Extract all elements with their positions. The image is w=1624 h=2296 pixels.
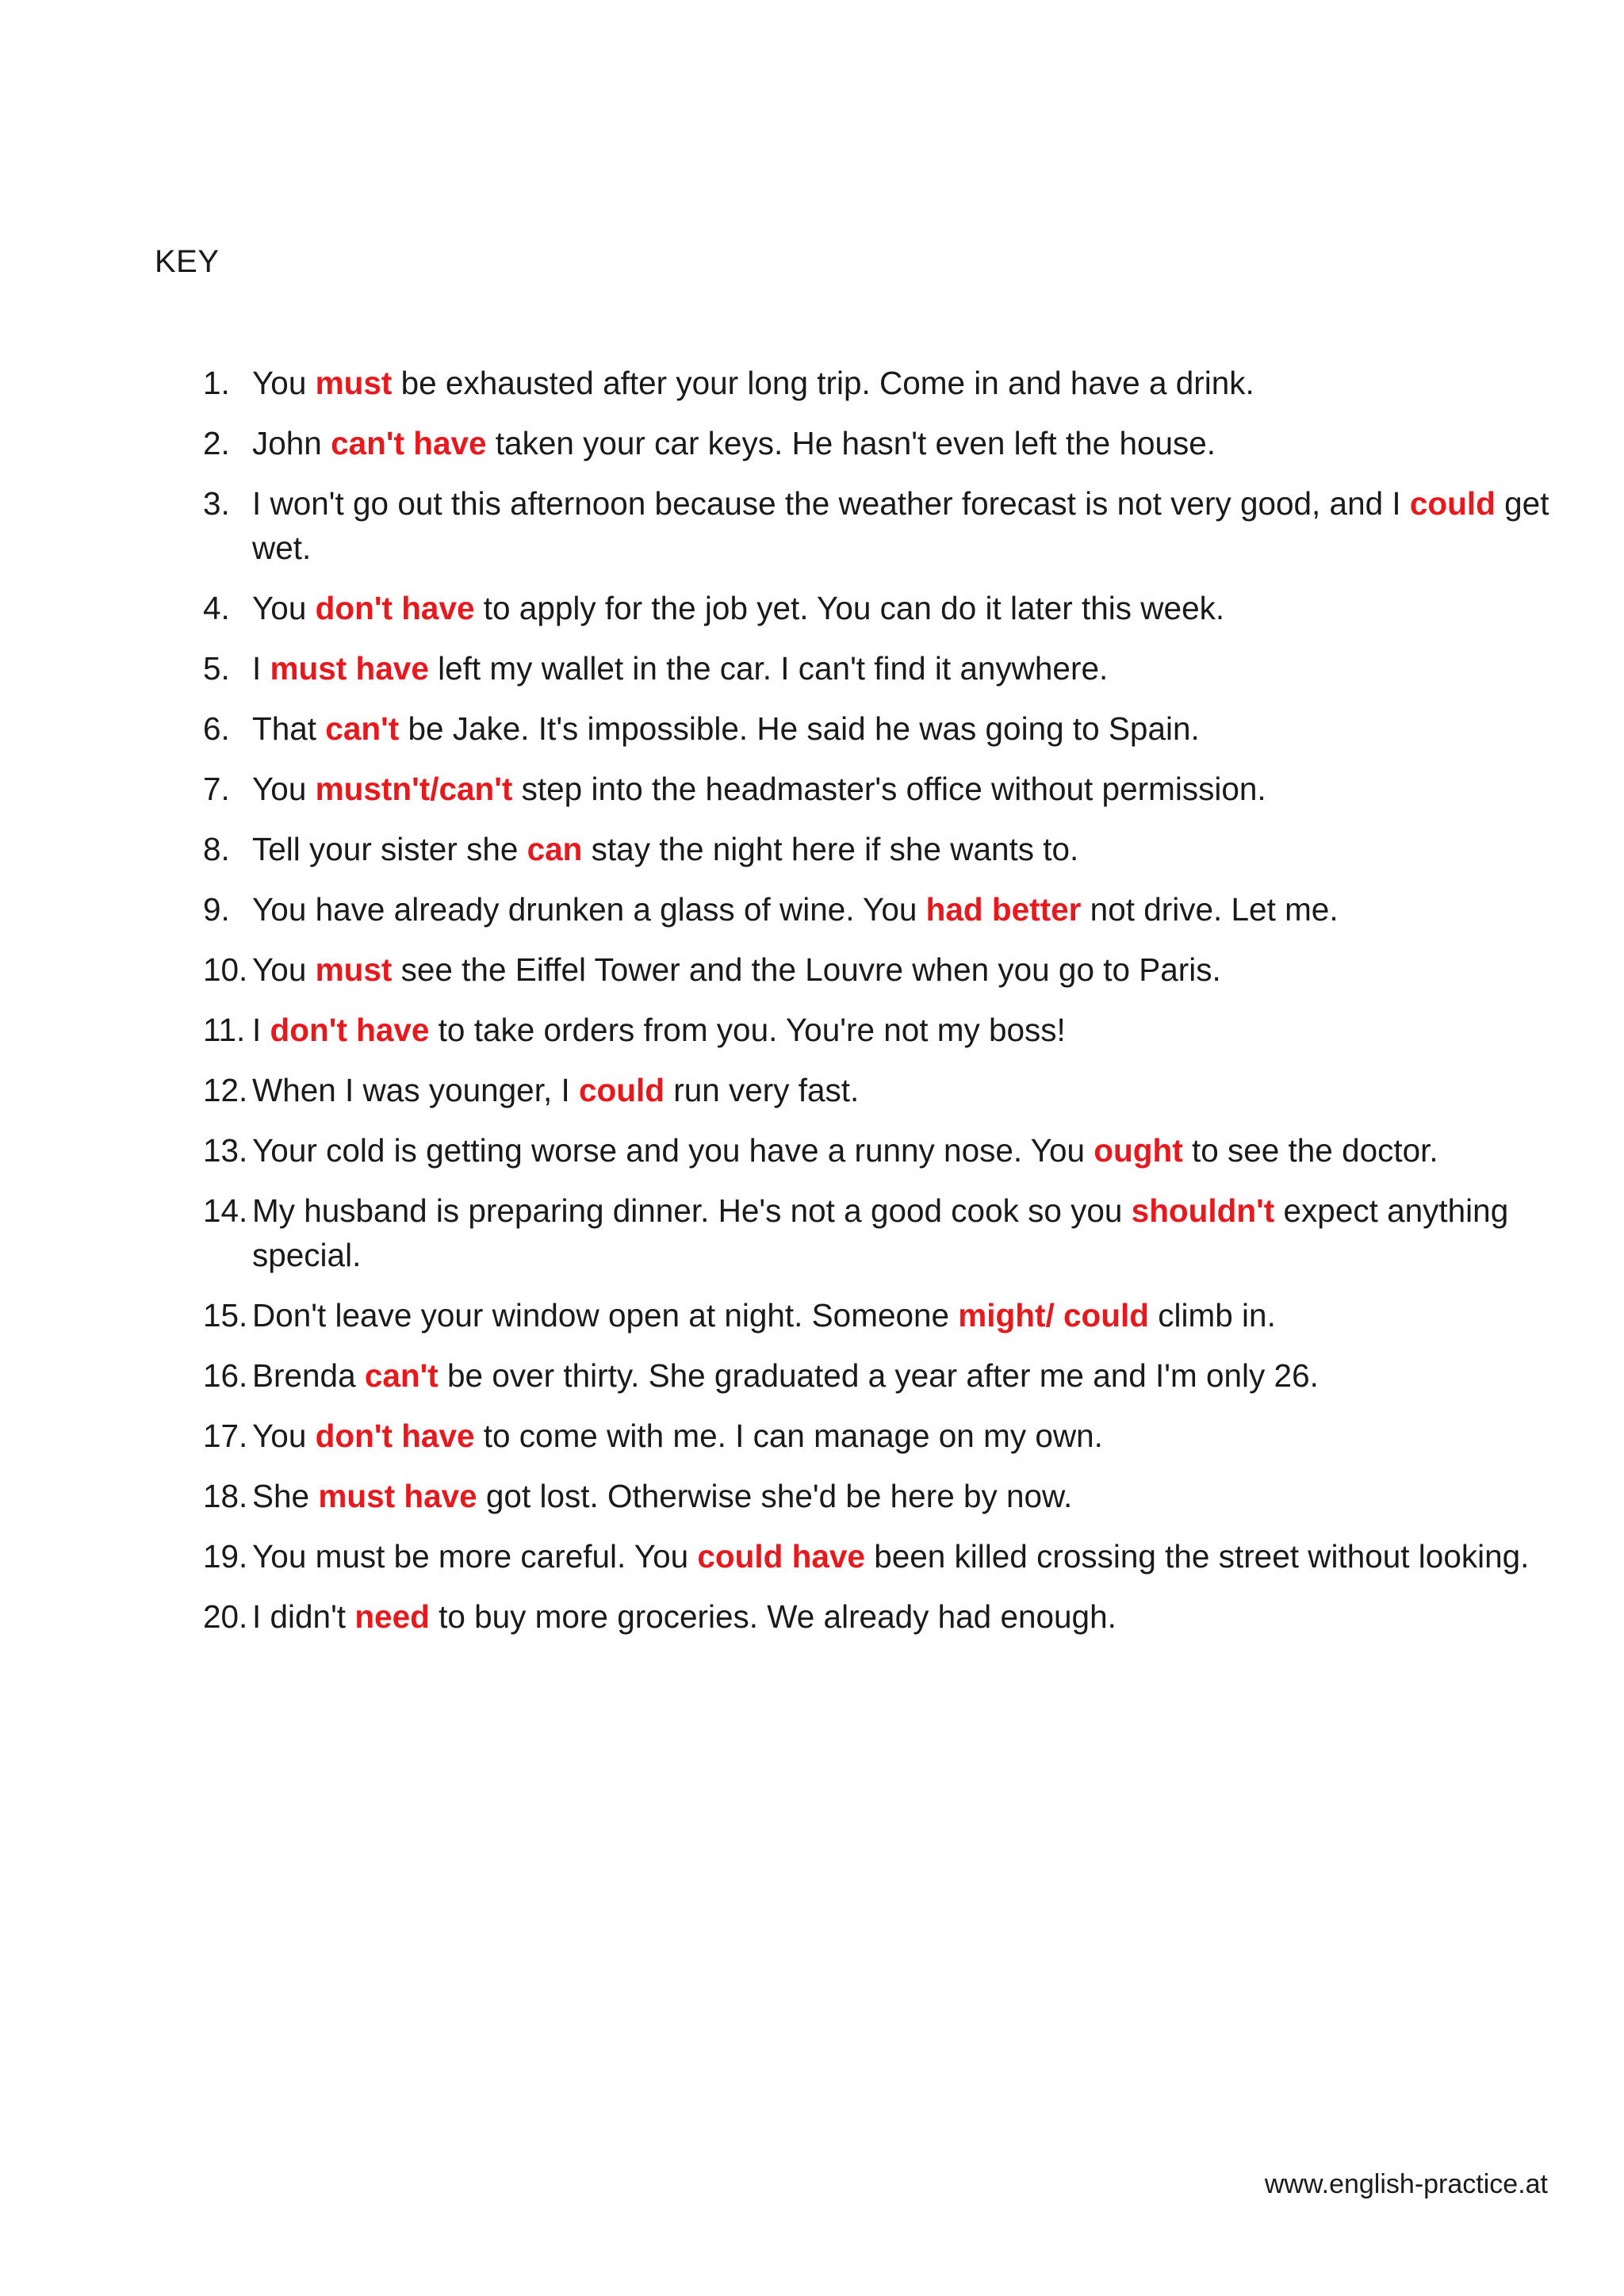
sentence-before: You must be more careful. You [252, 1538, 698, 1575]
item-sentence [252, 947, 1553, 992]
page-title: KEY [155, 244, 220, 279]
sentence-before: You [252, 771, 316, 807]
list-item [0, 1188, 1624, 1277]
list-item [0, 421, 1624, 465]
list-item [0, 767, 1624, 811]
sentence-before: Don't leave your window open at night. Someone [252, 1297, 959, 1334]
modal-answer: mustn't/can't [315, 771, 513, 807]
list-item [0, 1353, 1624, 1398]
item-sentence [252, 1293, 1553, 1337]
modal-answer: ought [1094, 1132, 1183, 1169]
item-number: 5. [203, 650, 230, 687]
item-sentence [252, 586, 1553, 630]
list-item [0, 481, 1624, 570]
list-item [0, 361, 1624, 405]
sentence-before: John [252, 425, 331, 461]
sentence-after: left my wallet in the car. I can't find it anywhere. [428, 650, 1109, 687]
list-item [0, 1068, 1624, 1112]
item-number: 18. [203, 1478, 248, 1514]
sentence-after: to see the doctor. [1182, 1132, 1438, 1169]
sentence-after: step into the headmaster's office without permission. [512, 771, 1266, 807]
item-number: 7. [203, 771, 230, 807]
list-item [0, 646, 1624, 691]
sentence-after: got lost. Otherwise she'd be here by now. [477, 1478, 1073, 1514]
item-sentence [252, 1068, 1553, 1112]
sentence-after: stay the night here if she wants to. [582, 831, 1079, 867]
modal-answer: must have [270, 650, 429, 687]
item-sentence [252, 481, 1553, 570]
answer-list [0, 361, 1624, 1655]
sentence-before: I [252, 650, 270, 687]
sentence-after: been killed crossing the street without looking. [864, 1538, 1530, 1575]
modal-answer: must [315, 365, 393, 401]
modal-answer: might/ could [958, 1297, 1150, 1334]
sentence-before: Tell your sister she [252, 831, 527, 867]
item-sentence [252, 1534, 1553, 1578]
sentence-after: expect anything special. [252, 1192, 1509, 1273]
modal-answer: had better [925, 891, 1082, 928]
sentence-after: see the Eiffel Tower and the Louvre when you go to Paris. [392, 951, 1221, 988]
sentence-after: be over thirty. She graduated a year after me and I'm only 26. [438, 1357, 1319, 1394]
sentence-after: run very fast. [664, 1072, 860, 1108]
sentence-before: I didn't [252, 1598, 355, 1635]
item-sentence [252, 421, 1553, 465]
item-sentence [252, 1008, 1553, 1052]
item-number: 9. [203, 891, 230, 928]
item-number: 12. [203, 1072, 248, 1108]
modal-answer: must [315, 951, 393, 988]
sentence-before: You [252, 365, 316, 401]
item-sentence [252, 1128, 1553, 1173]
sentence-after: climb in. [1149, 1297, 1276, 1334]
sentence-before: I won't go out this afternoon because the weather forecast is not very good, and I [252, 485, 1410, 522]
modal-answer: don't have [315, 590, 475, 626]
list-item [0, 1293, 1624, 1337]
item-sentence [252, 887, 1553, 932]
modal-answer: don't have [270, 1012, 430, 1048]
item-number: 3. [203, 485, 230, 522]
item-sentence [252, 706, 1553, 751]
item-number: 19. [203, 1538, 248, 1575]
list-item [0, 1008, 1624, 1052]
item-number: 6. [203, 710, 230, 747]
sentence-after: get wet. [252, 485, 1549, 566]
item-number: 13. [203, 1132, 248, 1169]
item-number: 17. [203, 1418, 248, 1454]
sentence-before: You [252, 590, 316, 626]
modal-answer: could [578, 1072, 665, 1108]
sentence-before: That [252, 710, 326, 747]
list-item [0, 827, 1624, 871]
modal-answer: could [1409, 485, 1496, 522]
list-item [0, 1534, 1624, 1578]
modal-answer: can [527, 831, 583, 867]
item-number: 4. [203, 590, 230, 626]
footer-url: www.english-practice.at [1264, 2169, 1548, 2199]
sentence-before: She [252, 1478, 319, 1514]
list-item [0, 586, 1624, 630]
item-sentence [252, 1594, 1553, 1639]
modal-answer: must have [318, 1478, 477, 1514]
item-sentence [252, 1414, 1553, 1458]
list-item [0, 706, 1624, 751]
sentence-before: You [252, 951, 316, 988]
item-number: 1. [203, 365, 230, 401]
item-sentence [252, 827, 1553, 871]
item-number: 10. [203, 951, 248, 988]
sentence-before: You have already drunken a glass of wine. You [252, 891, 926, 928]
item-number: 8. [203, 831, 230, 867]
sentence-after: not drive. Let me. [1081, 891, 1339, 928]
list-item [0, 1128, 1624, 1173]
sentence-after: to come with me. I can manage on my own. [474, 1418, 1103, 1454]
sentence-before: Brenda [252, 1357, 365, 1394]
sentence-after: to take orders from you. You're not my boss! [429, 1012, 1066, 1048]
modal-answer: need [354, 1598, 430, 1635]
item-number: 14. [203, 1192, 248, 1229]
sentence-after: to apply for the job yet. You can do it later this week. [474, 590, 1225, 626]
item-number: 16. [203, 1357, 248, 1394]
sentence-before: I [252, 1012, 270, 1048]
item-number: 11. [203, 1012, 246, 1048]
sentence-after: to buy more groceries. We already had enough. [429, 1598, 1116, 1635]
sentence-after: taken your car keys. He hasn't even left the house. [486, 425, 1216, 461]
list-item [0, 1414, 1624, 1458]
sentence-before: You [252, 1418, 316, 1454]
sentence-before: When I was younger, I [252, 1072, 579, 1108]
item-sentence [252, 767, 1553, 811]
list-item [0, 887, 1624, 932]
modal-answer: don't have [315, 1418, 475, 1454]
item-sentence [252, 1188, 1553, 1277]
modal-answer: shouldn't [1131, 1192, 1275, 1229]
item-number: 20. [203, 1598, 248, 1635]
item-sentence [252, 1353, 1553, 1398]
sentence-after: be exhausted after your long trip. Come in and have a drink. [392, 365, 1254, 401]
sentence-before: My husband is preparing dinner. He's not a good cook so you [252, 1192, 1132, 1229]
modal-answer: could have [697, 1538, 865, 1575]
list-item [0, 1594, 1624, 1639]
list-item [0, 947, 1624, 992]
item-sentence [252, 1474, 1553, 1518]
sentence-after: be Jake. It's impossible. He said he was going to Spain. [399, 710, 1200, 747]
sentence-before: Your cold is getting worse and you have a runny nose. You [252, 1132, 1094, 1169]
item-number: 2. [203, 425, 230, 461]
modal-answer: can't have [331, 425, 487, 461]
item-sentence [252, 646, 1553, 691]
list-item [0, 1474, 1624, 1518]
modal-answer: can't [364, 1357, 439, 1394]
modal-answer: can't [325, 710, 400, 747]
item-number: 15. [203, 1297, 248, 1334]
item-sentence [252, 361, 1553, 405]
